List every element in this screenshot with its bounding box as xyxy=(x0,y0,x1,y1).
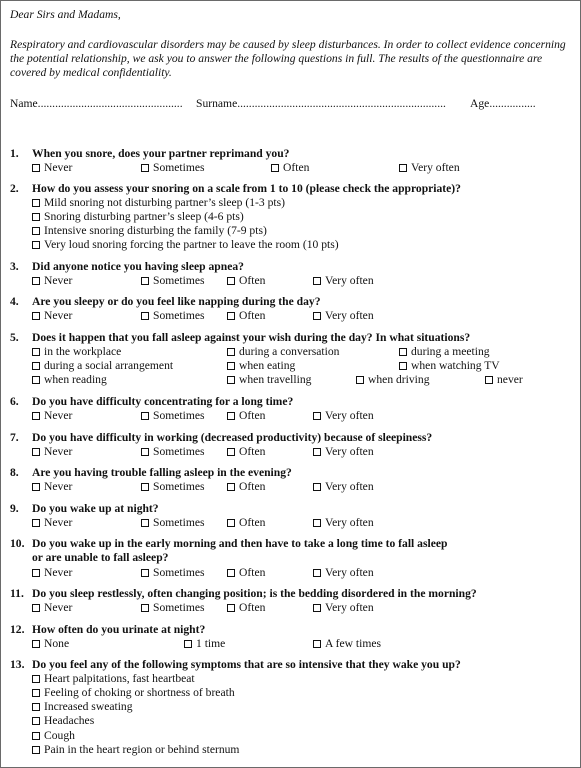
question-text: Did anyone notice you having sleep apnea? xyxy=(32,260,244,273)
question-number: 8. xyxy=(10,466,19,479)
option[interactable]: when reading xyxy=(32,373,107,387)
checkbox[interactable] xyxy=(32,569,40,577)
option[interactable]: Often xyxy=(227,566,265,580)
question-number: 2. xyxy=(10,182,19,195)
option[interactable]: when eating xyxy=(227,359,295,373)
checkbox[interactable] xyxy=(313,277,321,285)
option[interactable]: Never xyxy=(32,516,72,530)
option[interactable]: during a meeting xyxy=(399,345,490,359)
option[interactable]: Often xyxy=(227,445,265,459)
checkbox[interactable] xyxy=(313,412,321,420)
question-number: 7. xyxy=(10,431,19,444)
name-field[interactable]: Name.................................................. xyxy=(10,97,183,110)
checkbox[interactable] xyxy=(184,640,192,648)
question-text: Does it happen that you fall asleep against your wish during the day? In what situations? xyxy=(32,331,471,344)
option[interactable]: None xyxy=(32,637,69,651)
question-number: 4. xyxy=(10,295,19,308)
option[interactable]: Heart palpitations, fast heartbeat xyxy=(32,672,195,686)
checkbox[interactable] xyxy=(141,448,149,456)
option[interactable]: Often xyxy=(227,274,265,288)
option[interactable]: Never xyxy=(32,566,72,580)
question-text: Do you sleep restlessly, often changing position; is the bedding disordered in the morning? xyxy=(32,587,477,600)
option[interactable]: Very often xyxy=(313,274,374,288)
question-text: Do you have difficulty in working (decreased productivity) because of sleepiness? xyxy=(32,431,433,444)
option[interactable]: Often xyxy=(227,309,265,323)
age-field[interactable]: Age................ xyxy=(470,97,536,110)
option[interactable]: Never xyxy=(32,480,72,494)
checkbox[interactable] xyxy=(313,483,321,491)
option[interactable]: Often xyxy=(227,480,265,494)
checkbox[interactable] xyxy=(32,277,40,285)
option[interactable]: Intensive snoring disturbing the family (7-9 pts) xyxy=(32,224,267,238)
option[interactable]: Sometimes xyxy=(141,274,205,288)
option[interactable]: A few times xyxy=(313,637,381,651)
question-number: 3. xyxy=(10,260,19,273)
checkbox[interactable] xyxy=(32,376,40,384)
option[interactable]: in the workplace xyxy=(32,345,121,359)
checkbox[interactable] xyxy=(32,675,40,683)
option[interactable]: 1 time xyxy=(184,637,225,651)
option[interactable]: Increased sweating xyxy=(32,700,133,714)
question-number: 13. xyxy=(10,658,25,671)
checkbox[interactable] xyxy=(227,483,235,491)
checkbox[interactable] xyxy=(32,746,40,754)
option[interactable]: Very loud snoring forcing the partner to leave the room (10 pts) xyxy=(32,238,339,252)
question-number: 12. xyxy=(10,623,25,636)
checkbox[interactable] xyxy=(32,227,40,235)
checkbox[interactable] xyxy=(32,717,40,725)
checkbox[interactable] xyxy=(32,412,40,420)
checkbox[interactable] xyxy=(313,448,321,456)
checkbox[interactable] xyxy=(32,689,40,697)
option[interactable]: Sometimes xyxy=(141,566,205,580)
question-number: 10. xyxy=(10,537,25,550)
checkbox[interactable] xyxy=(32,348,40,356)
option[interactable]: Snoring disturbing partner’s sleep (4-6 pts) xyxy=(32,210,244,224)
option[interactable]: Often xyxy=(271,161,309,175)
option[interactable]: when watching TV xyxy=(399,359,500,373)
option[interactable]: Sometimes xyxy=(141,601,205,615)
checkbox[interactable] xyxy=(227,362,235,370)
checkbox[interactable] xyxy=(227,604,235,612)
question-text: How often do you urinate at night? xyxy=(32,623,206,636)
checkbox[interactable] xyxy=(141,164,149,172)
option[interactable]: never xyxy=(485,373,523,387)
question-number: 5. xyxy=(10,331,19,344)
option[interactable]: Pain in the heart region or behind sternum xyxy=(32,743,239,757)
option[interactable]: Never xyxy=(32,274,72,288)
option[interactable]: Never xyxy=(32,309,72,323)
checkbox[interactable] xyxy=(313,519,321,527)
checkbox[interactable] xyxy=(32,164,40,172)
checkbox[interactable] xyxy=(32,703,40,711)
option[interactable]: Very often xyxy=(313,480,374,494)
option[interactable]: Very often xyxy=(313,566,374,580)
option[interactable]: Very often xyxy=(313,516,374,530)
option[interactable]: Often xyxy=(227,409,265,423)
option[interactable]: Cough xyxy=(32,729,75,743)
option[interactable]: Very often xyxy=(313,409,374,423)
checkbox[interactable] xyxy=(141,277,149,285)
checkbox[interactable] xyxy=(141,312,149,320)
checkbox[interactable] xyxy=(227,569,235,577)
option[interactable]: Feeling of choking or shortness of breath xyxy=(32,686,235,700)
checkbox[interactable] xyxy=(399,348,407,356)
option[interactable]: when driving xyxy=(356,373,430,387)
option[interactable]: Never xyxy=(32,161,72,175)
checkbox[interactable] xyxy=(32,199,40,207)
question-number: 1. xyxy=(10,147,19,160)
checkbox[interactable] xyxy=(227,448,235,456)
checkbox[interactable] xyxy=(227,519,235,527)
option[interactable]: during a conversation xyxy=(227,345,339,359)
checkbox[interactable] xyxy=(141,519,149,527)
option[interactable]: Sometimes xyxy=(141,516,205,530)
checkbox[interactable] xyxy=(227,277,235,285)
checkbox[interactable] xyxy=(32,640,40,648)
checkbox[interactable] xyxy=(227,376,235,384)
option[interactable]: Very often xyxy=(313,309,374,323)
checkbox[interactable] xyxy=(141,483,149,491)
question-text: Do you wake up at night? xyxy=(32,502,159,515)
checkbox[interactable] xyxy=(32,213,40,221)
checkbox[interactable] xyxy=(313,569,321,577)
checkbox[interactable] xyxy=(399,164,407,172)
checkbox[interactable] xyxy=(32,519,40,527)
surname-field[interactable]: Surname........................................................................ xyxy=(196,97,446,110)
option[interactable]: Very often xyxy=(313,445,374,459)
question-text: Do you have difficulty concentrating for a long time? xyxy=(32,395,294,408)
option[interactable]: during a social arrangement xyxy=(32,359,173,373)
option[interactable]: Sometimes xyxy=(141,480,205,494)
option[interactable]: Often xyxy=(227,601,265,615)
option[interactable]: Never xyxy=(32,409,72,423)
checkbox[interactable] xyxy=(227,348,235,356)
salutation: Dear Sirs and Madams, xyxy=(10,8,121,21)
checkbox[interactable] xyxy=(313,640,321,648)
option[interactable]: Headaches xyxy=(32,714,94,728)
option[interactable]: Never xyxy=(32,601,72,615)
intro-paragraph: Respiratory and cardiovascular disorders may be caused by sleep disturbances. In order to collect evidence concerning the potential relationship, we ask you to answer the following questions in full. The results of the questionnaire are covered by medical confidentiality. xyxy=(10,38,566,79)
option[interactable]: Never xyxy=(32,445,72,459)
option[interactable]: Mild snoring not disturbing partner’s sleep (1-3 pts) xyxy=(32,196,285,210)
question-number: 6. xyxy=(10,395,19,408)
option[interactable]: when travelling xyxy=(227,373,311,387)
checkbox[interactable] xyxy=(32,448,40,456)
option[interactable]: Very often xyxy=(399,161,460,175)
checkbox[interactable] xyxy=(32,312,40,320)
option[interactable]: Very often xyxy=(313,601,374,615)
question-text: Do you wake up in the early morning and then have to take a long time to fall asleep xyxy=(32,537,448,550)
checkbox[interactable] xyxy=(141,412,149,420)
checkbox[interactable] xyxy=(271,164,279,172)
question-text: Are you sleepy or do you feel like napping during the day? xyxy=(32,295,321,308)
option[interactable]: Sometimes xyxy=(141,309,205,323)
option[interactable]: Sometimes xyxy=(141,409,205,423)
checkbox[interactable] xyxy=(141,569,149,577)
checkbox[interactable] xyxy=(141,604,149,612)
question-number: 11. xyxy=(10,587,24,600)
checkbox[interactable] xyxy=(313,604,321,612)
checkbox[interactable] xyxy=(485,376,493,384)
question-number: 9. xyxy=(10,502,19,515)
checkbox[interactable] xyxy=(32,732,40,740)
checkbox[interactable] xyxy=(32,241,40,249)
checkbox[interactable] xyxy=(313,312,321,320)
checkbox[interactable] xyxy=(227,412,235,420)
checkbox[interactable] xyxy=(32,604,40,612)
option[interactable]: Often xyxy=(227,516,265,530)
checkbox[interactable] xyxy=(399,362,407,370)
question-text-continued: or are unable to fall asleep? xyxy=(32,551,169,564)
question-text: When you snore, does your partner reprimand you? xyxy=(32,147,290,160)
checkbox[interactable] xyxy=(227,312,235,320)
checkbox[interactable] xyxy=(356,376,364,384)
option[interactable]: Sometimes xyxy=(141,445,205,459)
question-text: How do you assess your snoring on a scale from 1 to 10 (please check the appropriate)? xyxy=(32,182,461,195)
checkbox[interactable] xyxy=(32,483,40,491)
checkbox[interactable] xyxy=(32,362,40,370)
option[interactable]: Sometimes xyxy=(141,161,205,175)
question-text: Do you feel any of the following symptoms that are so intensive that they wake you up? xyxy=(32,658,461,671)
question-text: Are you having trouble falling asleep in the evening? xyxy=(32,466,292,479)
